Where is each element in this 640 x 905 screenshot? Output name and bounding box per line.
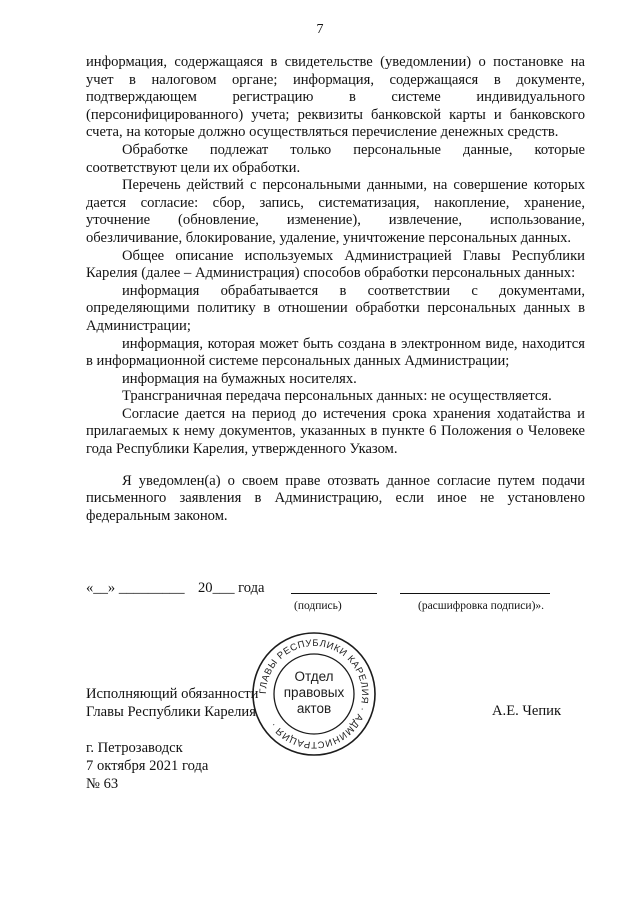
stamp-text-line: правовых (283, 685, 345, 700)
signature-decoding-line (400, 593, 550, 594)
official-stamp-icon (251, 631, 377, 757)
signer-position (86, 685, 258, 721)
decoding-caption: (расшифровка подписи)». (418, 600, 545, 612)
document-footer (86, 739, 208, 793)
document-date: 7 октября 2021 года (86, 758, 209, 774)
paragraph: Перечень действий с персональными данными, на совершение которых дается согласие: сбор, запись, систематизация, накопление, хранение, уточнение (обновление, изменение), извлечение, использование, обезличивание, блокирование, удаление, уничтожение персональных данных. (86, 177, 585, 246)
place: г. Петрозаводск (86, 740, 183, 756)
date-field: «__» _________ (86, 580, 185, 596)
paragraph: Общее описание используемых Администрацией Главы Республики Карелия (далее – Администрация) способов обработки персональных данных: (86, 247, 585, 282)
signature-block (86, 580, 585, 620)
paragraph: информация на бумажных носителях. (122, 370, 357, 387)
paragraph: Согласие дается на период до истечения срока хранения ходатайства и прилагаемых к нему документов, указанных в пункте 6 Положения о Человеке года Республики Карелия, утвержденного Указом. (86, 405, 585, 458)
paragraph: информация обрабатывается в соответствии с документами, определяющими политику в отношении обработки персональных данных в Администрации; (86, 282, 585, 334)
paragraph: информация, содержащаяся в свидетельстве (уведомлении) о постановке на учет в налоговом органе; информация, содержащаяся в документе, подтверждающем регистрацию в системе индивидуального (персонифицированного) учета; реквизиты банковской карты и банковского счета, на которые должно осуществляться перечисление денежных средств. (86, 54, 585, 141)
stamp-ring-text: ГЛАВЫ РЕСПУБЛИКИ КАРЕЛИЯ · АДМИНИСТРАЦИЯ · (257, 637, 371, 751)
document-number: № 63 (86, 776, 119, 792)
paragraph: Трансграничная передача персональных данных: не осуществляется. (122, 388, 552, 405)
document-body (86, 54, 585, 525)
position-line: Главы Республики Карелия (86, 704, 256, 720)
paragraph: информация, которая может быть создана в электронном виде, находится в информационной системе персональных данных Администрации; (86, 335, 585, 370)
stamp-text-line: Отдел (294, 669, 334, 684)
position-line: Исполняющий обязанности (86, 686, 259, 702)
paragraph: Обработке подлежат только персональные данные, которые соответствуют цели их обработки. (86, 141, 585, 176)
signer-name: А.Е. Чепик (492, 703, 562, 719)
stamp-text-line: актов (296, 701, 332, 716)
year-field: 20___ года (198, 580, 265, 596)
signature-line (291, 593, 377, 594)
page-number: 7 (316, 22, 324, 37)
consent-revocation-paragraph: Я уведомлен(а) о своем праве отозвать данное согласие путем подачи письменного заявления в Администрацию, если иное не установлено федеральным законом. (86, 472, 585, 524)
signature-caption: (подпись) (294, 600, 342, 612)
